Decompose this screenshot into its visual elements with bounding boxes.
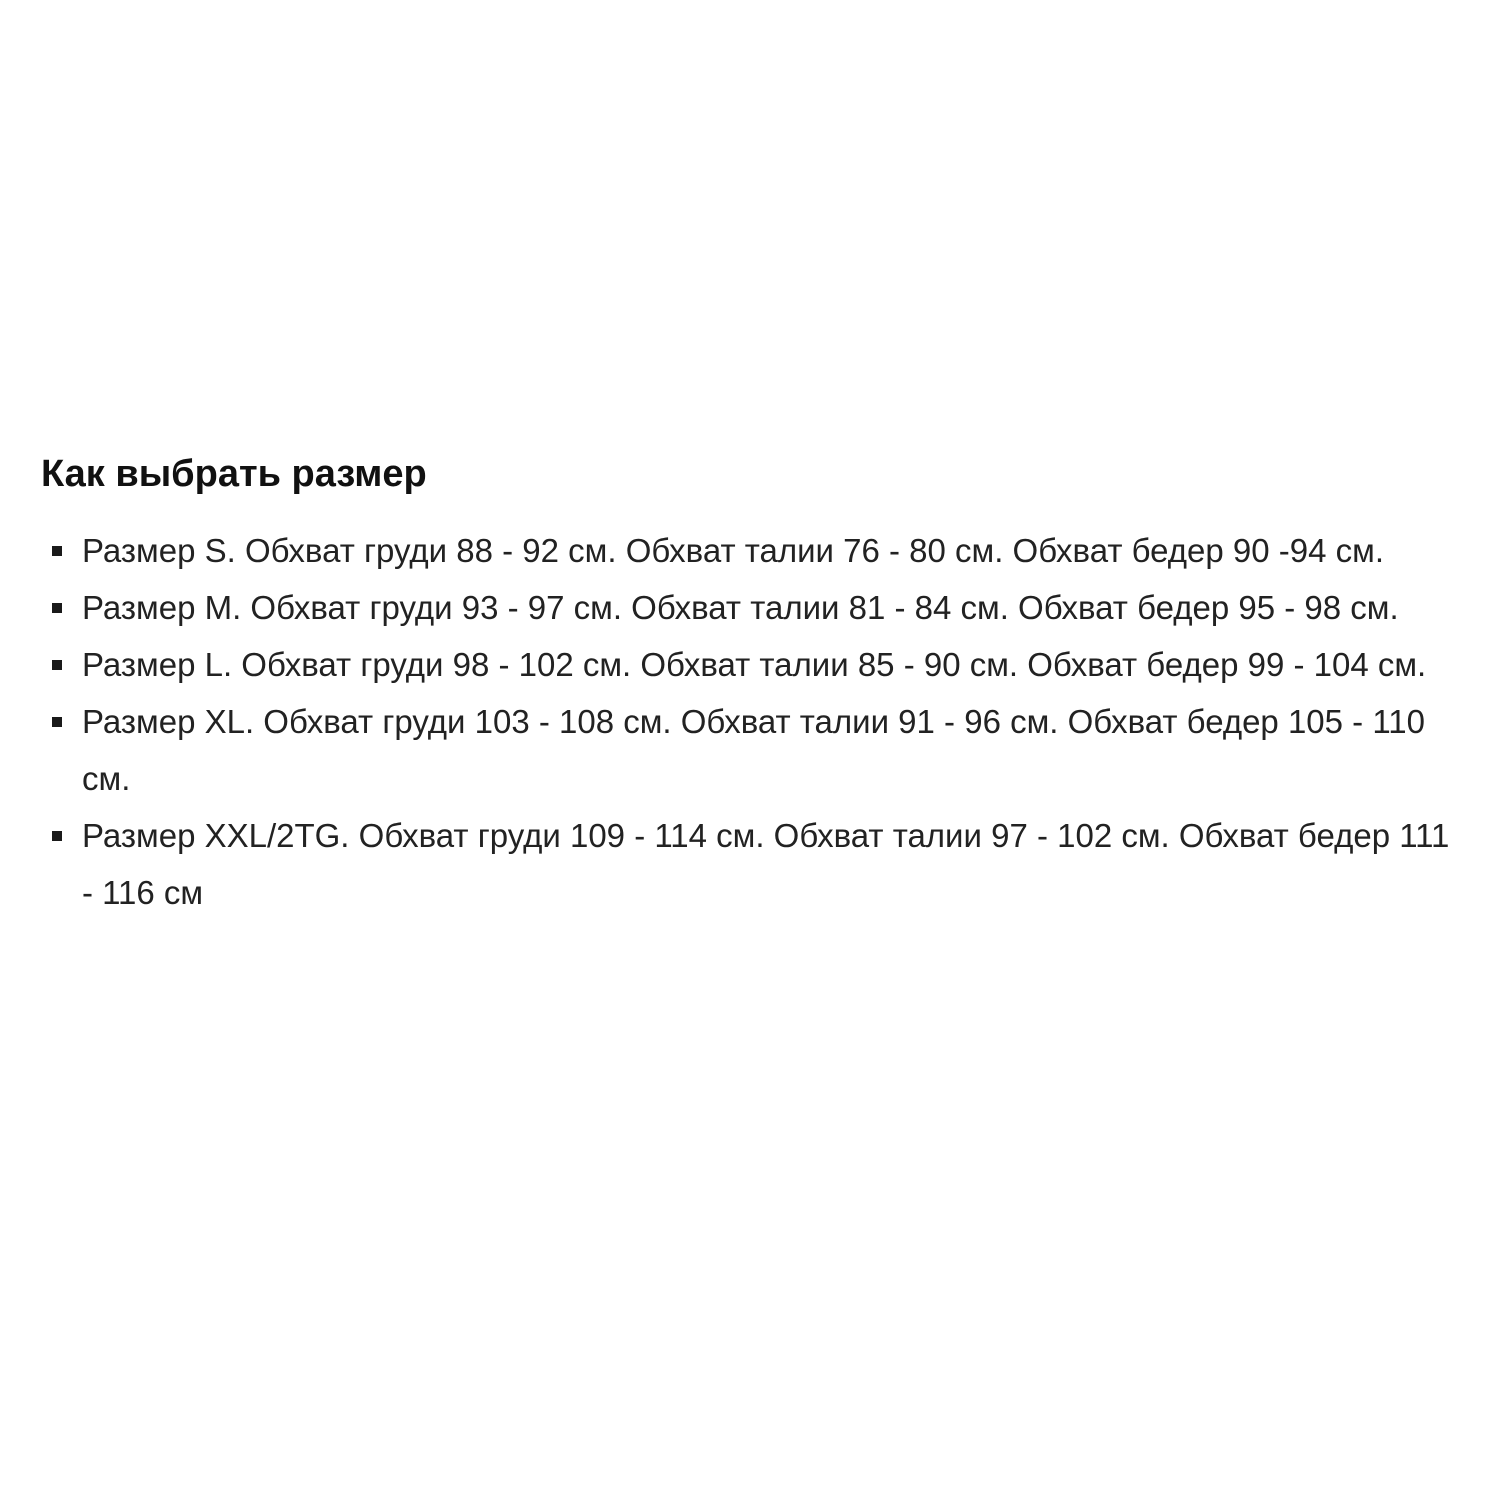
bullet-icon [52, 603, 62, 613]
size-item-m [41, 579, 1461, 636]
size-item-text: Размер M. Обхват груди 93 - 97 см. Обхват талии 81 - 84 см. Обхват бедер 95 - 98 см. [82, 589, 1399, 626]
size-item-l [41, 636, 1461, 693]
size-item-s [41, 522, 1461, 579]
bullet-icon [52, 717, 62, 727]
size-item-text: Размер XL. Обхват груди 103 - 108 см. Обхват талии 91 - 96 см. Обхват бедер 105 - 110 см. [82, 703, 1425, 797]
size-item-text: Размер S. Обхват груди 88 - 92 см. Обхват талии 76 - 80 см. Обхват бедер 90 -94 см. [82, 532, 1384, 569]
size-item-text: Размер XXL/2TG. Обхват груди 109 - 114 см. Обхват талии 97 - 102 см. Обхват бедер 111 - 116 см [82, 817, 1450, 911]
bullet-icon [52, 831, 62, 841]
size-list [41, 522, 1461, 921]
size-item-text: Размер L. Обхват груди 98 - 102 см. Обхват талии 85 - 90 см. Обхват бедер 99 - 104 см. [82, 646, 1427, 683]
bullet-icon [52, 546, 62, 556]
size-guide [41, 448, 1461, 921]
size-item-xl [41, 693, 1461, 807]
page-title: Как выбрать размер [41, 453, 427, 495]
bullet-icon [52, 660, 62, 670]
size-item-xxl [41, 807, 1461, 921]
